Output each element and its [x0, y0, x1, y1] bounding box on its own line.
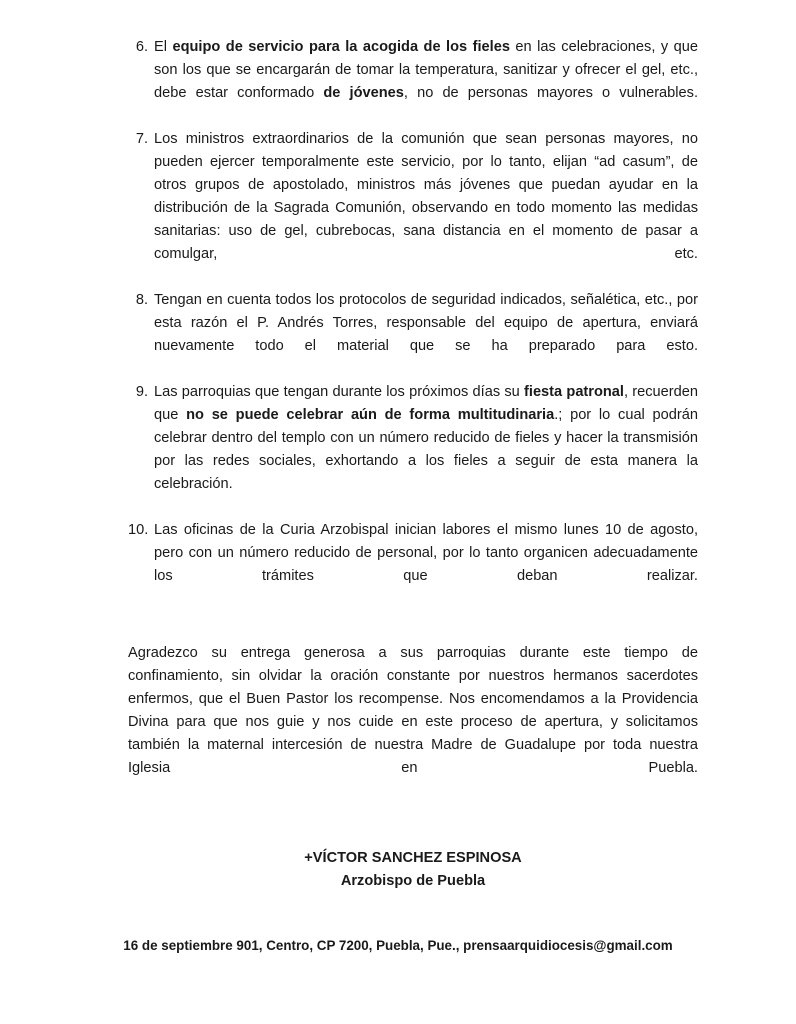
list-item-text: [154, 36, 698, 128]
emphasis-text: equipo de servicio para la acogida de los fieles: [172, 39, 510, 55]
signatory-title: Arzobispo de Puebla: [340, 873, 486, 889]
page-footer: [0, 938, 796, 953]
signature-block: [128, 847, 698, 893]
list-item: [128, 36, 698, 128]
body-text: Tengan en cuenta todos los protocolos de seguridad indicados, señalética, etc., por esta razón el P. Andrés Torres, responsable del equipo de apertura, enviará nuevamente todo el material que se ha preparado para esto.: [154, 292, 698, 354]
footer-address-email: 16 de septiembre 901, Centro, CP 7200, Puebla, Pue., prensaarquidiocesis@gmail.com: [123, 938, 673, 953]
numbered-clause-list: [128, 36, 698, 611]
body-text: Los ministros extraordinarios de la comunión que sean personas mayores, no pueden ejercer temporalmente este servicio, por lo tanto, elijan “ad casum”, de otros grupos de apostolado, ministros más jóvenes que puedan ayudar en la distribución de la Sagrada Comunión, observando en todo momento las medidas sanitarias: uso de gel, cubrebocas, sana distancia en el momento de pasar a comulgar, etc.: [154, 131, 698, 262]
list-item-text: [154, 519, 698, 611]
list-item-number: 7.: [135, 131, 148, 147]
list-item-number: 10.: [128, 522, 149, 538]
list-item-text: [154, 128, 698, 289]
emphasis-text: fiesta patronal: [524, 384, 624, 400]
signatory-name: +VÍCTOR SANCHEZ ESPINOSA: [304, 850, 522, 866]
list-item-text: [154, 381, 698, 519]
list-item: [128, 381, 698, 519]
list-item-number: 6.: [135, 39, 148, 55]
body-text: en las celebraciones, y que son los que se encargarán de tomar la temperatura, sanitizar y ofrecer el gel, etc., debe estar conformado: [154, 39, 699, 101]
list-item: [128, 519, 698, 611]
body-text: , recuerden que: [154, 384, 698, 423]
emphasis-text: no se puede celebrar aún de forma multitudinaria: [186, 407, 555, 423]
list-item: [128, 289, 698, 381]
document-body: [128, 36, 698, 893]
closing-paragraph: Agradezco su entrega generosa a sus parroquias durante este tiempo de confinamiento, sin olvidar la oración constante por nuestros hermanos sacerdotes enfermos, que el Buen Pastor los recompense. Nos encomendamos a la Providencia Divina para que nos guie y nos cuide en este proceso de apertura, y solicitamos también la maternal intercesión de nuestra Madre de Guadalupe por toda nuestra Iglesia en Puebla.: [128, 645, 698, 776]
body-text: Las parroquias que tengan durante los próximos días su: [154, 384, 525, 400]
list-item-number: 8.: [135, 292, 148, 308]
list-item-text: [154, 289, 698, 381]
body-text: , no de personas mayores o vulnerables.: [403, 85, 698, 101]
body-text: El: [154, 39, 173, 55]
list-item-number: 9.: [135, 384, 148, 400]
body-text: Las oficinas de la Curia Arzobispal inician labores el mismo lunes 10 de agosto, pero con un número reducido de personal, por lo tanto organicen adecuadamente los trámites que deban realizar.: [154, 522, 698, 584]
emphasis-text: de jóvenes: [323, 85, 404, 101]
body-text: .; por lo cual podrán celebrar dentro del templo con un número reducido de fieles y hacer la transmisión por las redes sociales, exhortando a los fieles a seguir de esta manera la celebración.: [154, 407, 698, 492]
list-item: [128, 128, 698, 289]
